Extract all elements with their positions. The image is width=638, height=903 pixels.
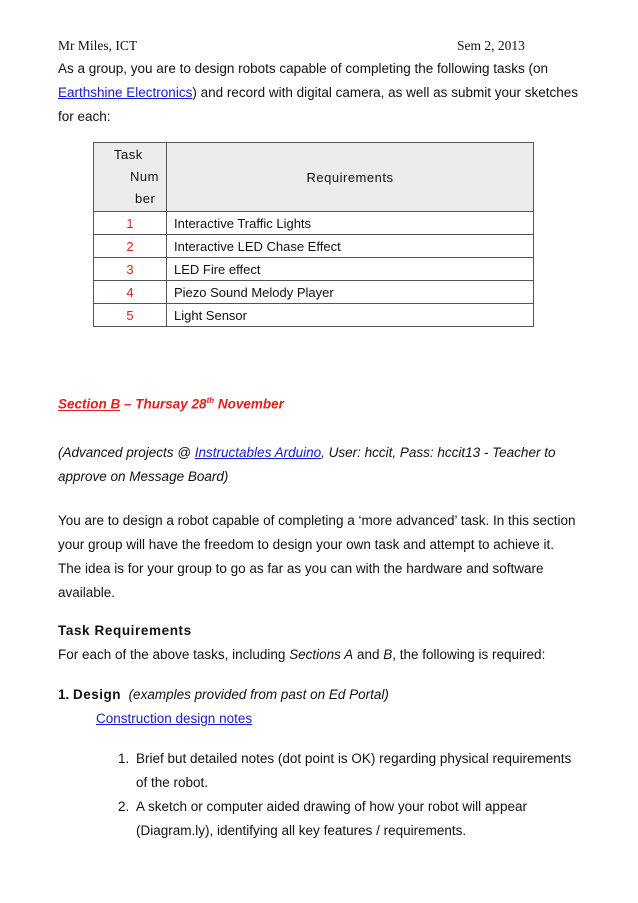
intro-paragraph [58, 57, 578, 129]
instructables-link[interactable]: Instructables Arduino [194, 445, 322, 460]
task-number: 2 [94, 235, 167, 258]
section-b-paragraph: You are to design a robot capable of completing a ‘more advanced’ task. In this section your group will have the freedom to design your own task and attempt to achieve it. The idea is for your group to go as far as you can with the hardware and software available. [58, 513, 576, 600]
advanced-after: , User: hccit, Pass: hccit13 - Teacher to approve on Message Board) [58, 445, 556, 484]
table-row [94, 304, 534, 327]
task-requirement: Light Sensor [167, 304, 534, 327]
task-requirement: Piezo Sound Melody Player [167, 281, 534, 304]
list-item-text: A sketch or computer aided drawing of how your robot will appear (Diagram.ly), identifying all key features / requirements. [136, 799, 527, 838]
advanced-before: (Advanced projects @ [58, 445, 195, 460]
advanced-projects-note [58, 441, 578, 489]
table-row [94, 281, 534, 304]
task-number: 3 [94, 258, 167, 281]
table-row [94, 235, 534, 258]
section-b-date: – Thursay 28 [120, 396, 207, 412]
list-item-text: Brief but detailed notes (dot point is OK) regarding physical requirements of the robot. [136, 751, 572, 790]
task-requirement: LED Fire effect [167, 258, 534, 281]
header-semester: Sem 2, 2013 [457, 38, 525, 53]
task-requirement: Interactive LED Chase Effect [167, 235, 534, 258]
task-requirements-heading: Task Requirements [58, 623, 192, 638]
tr-intro-before: For each of the above tasks, including [58, 647, 290, 662]
task-number: 1 [94, 212, 167, 235]
section-b-month: November [214, 396, 284, 412]
tr-intro-sections-a: Sections A [289, 647, 354, 662]
tr-intro-b: B [383, 647, 393, 662]
table-header-row [94, 143, 534, 212]
design-note: (examples provided from past on Ed Portal) [128, 687, 389, 702]
section-b-heading [58, 396, 284, 412]
design-heading [58, 687, 389, 702]
task-number: 4 [94, 281, 167, 304]
earthshine-link[interactable]: Earthshine Electronics [58, 85, 193, 100]
tr-intro-after: , the following is required: [392, 647, 546, 662]
section-b-label: Section B [58, 396, 121, 412]
section-b-date-suffix: th [206, 396, 215, 405]
list-item [118, 795, 578, 843]
tr-intro-and: and [353, 647, 384, 662]
header-task-line-3: ber [135, 191, 156, 206]
intro-text-before: As a group, you are to design robots capable of completing the following tasks (on [58, 61, 549, 76]
task-number: 5 [94, 304, 167, 327]
design-title: Design [73, 687, 122, 702]
header-author: Mr Miles, ICT [58, 38, 138, 53]
header-task-line-2: Num [130, 169, 159, 184]
header-task-line-1: Task [114, 147, 143, 162]
task-requirements-intro [58, 643, 578, 667]
list-item [118, 747, 578, 795]
design-number: 1. [58, 687, 70, 702]
task-requirement: Interactive Traffic Lights [167, 212, 534, 235]
construction-design-notes-link[interactable]: Construction design notes [96, 711, 253, 726]
table-row [94, 212, 534, 235]
list-item-number: 2. [118, 799, 130, 814]
table-header-task [94, 143, 167, 212]
table-row [94, 258, 534, 281]
intro-text-after: ) and record with digital camera, as well as submit your sketches for each: [58, 85, 578, 124]
list-item-number: 1. [118, 751, 130, 766]
table-header-requirements: Requirements [167, 143, 534, 212]
tasks-table [93, 142, 534, 327]
